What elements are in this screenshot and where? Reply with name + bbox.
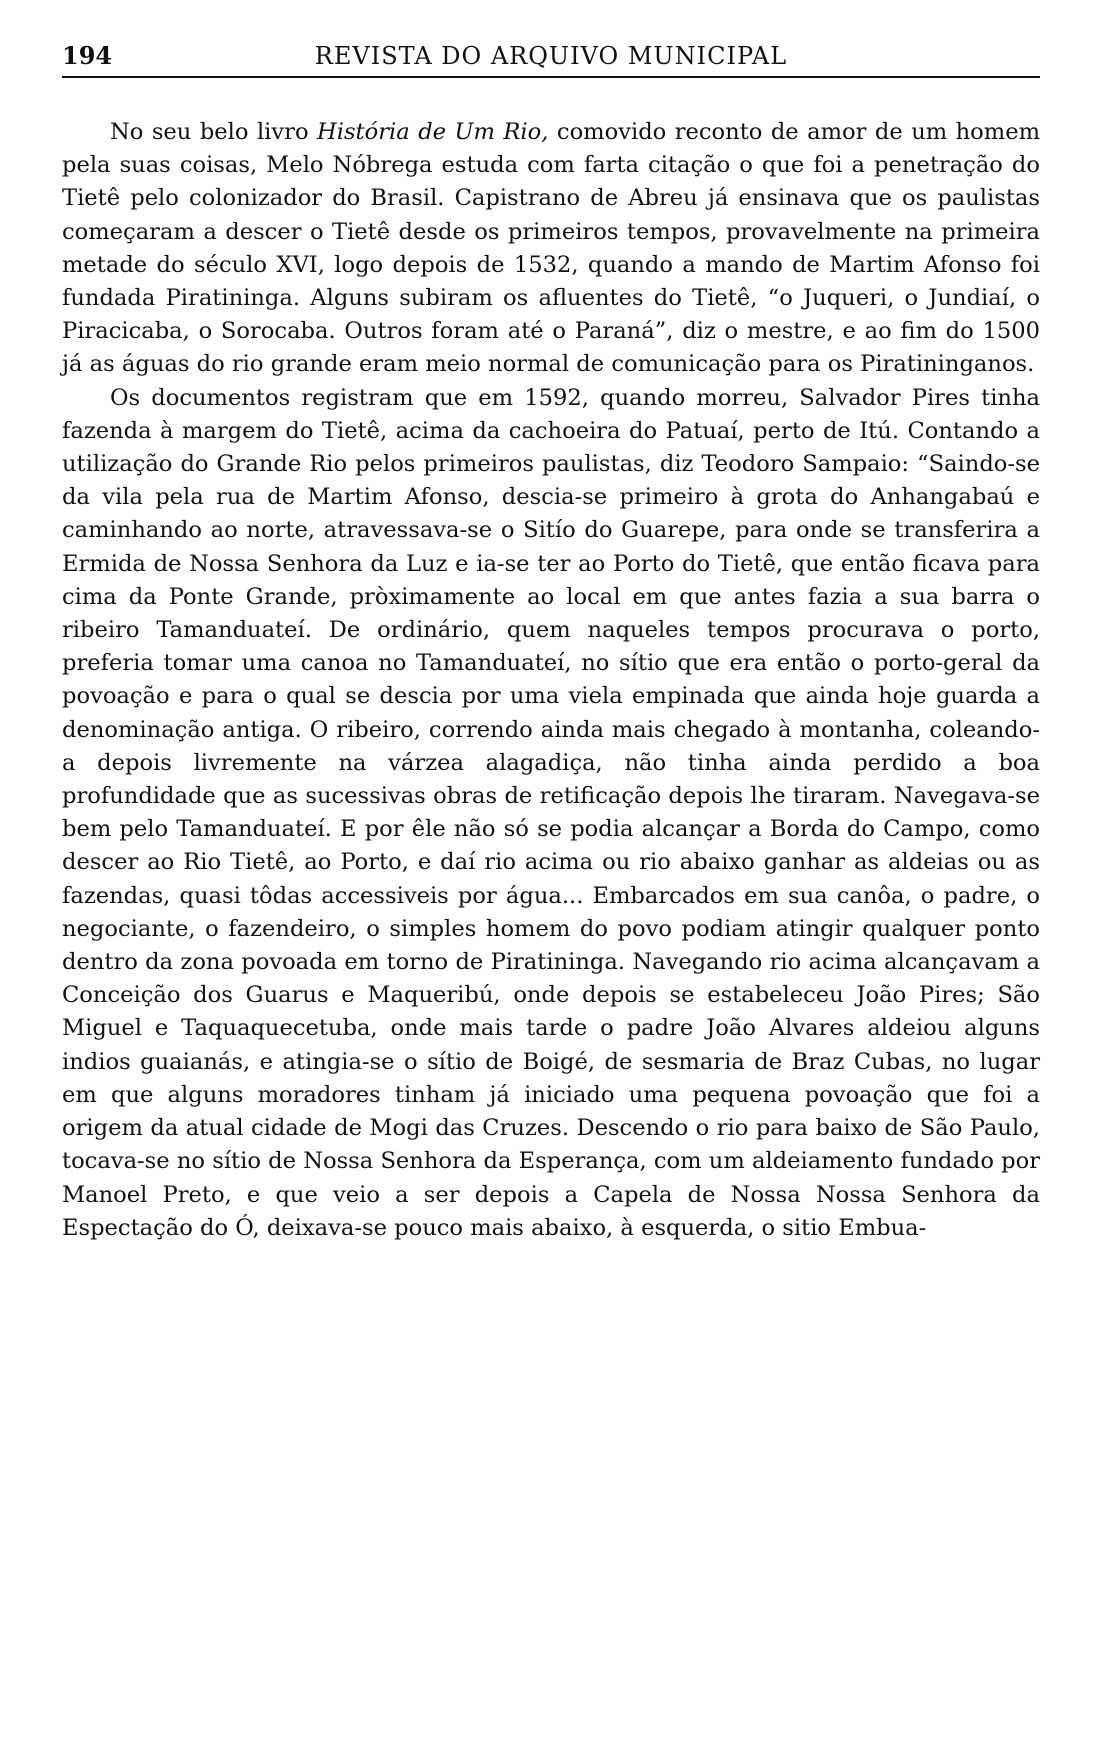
- running-header: [62, 40, 1040, 78]
- book-title: História de Um Rio,: [317, 119, 549, 145]
- paragraph-1-intro: No seu belo livro: [110, 119, 318, 145]
- paragraph-1: [62, 116, 1040, 382]
- page-number: 194: [62, 41, 113, 70]
- paragraph-2: Os documentos registram que em 1592, quando morreu, Salvador Pires tinha fazenda à margem do Tietê, acima da cachoeira do Patuaí, perto de Itú. Contando a utilização do Grande Rio pelos primeiros paulistas, diz Teodoro Sampaio: “Saindo-se da vila pela rua de Martim Afonso, descia-se primeiro à grota do Anhangabaú e caminhando ao norte, atravessava-se o Sitío do Guarepe, para onde se transferira a Ermida de Nossa Senhora da Luz e ia-se ter ao Porto do Tietê, que então ficava para cima da Ponte Grande, pròximamente ao local em que antes fazia a sua barra o ribeiro Tamanduateí. De ordinário, quem naqueles tempos procurava o porto, preferia tomar uma canoa no Tamanduateí, no sítio que era então o porto-geral da povoação e para o qual se descia por uma viela empinada que ainda hoje guarda a denominação antiga. O ribeiro, correndo ainda mais chegado à montanha, coleando-a depois livremente na várzea alagadiça, não tinha ainda perdido a boa profundidade que as sucessivas obras de retificação depois lhe tiraram. Navegava-se bem pelo Tamanduateí. E por êle não só se podia alcançar a Borda do Campo, como descer ao Rio Tietê, ao Porto, e daí rio acima ou rio abaixo ganhar as aldeias ou as fazendas, quasi tôdas accessiveis por água... Embarcados em sua canôa, o padre, o negociante, o fazendeiro, o simples homem do povo podiam atingir qualquer ponto dentro da zona povoada em torno de Piratininga. Navegando rio acima alcançavam a Conceição dos Guarus e Maqueribú, onde depois se estabeleceu João Pires; São Miguel e Taquaquecetuba, onde mais tarde o padre João Alvares aldeiou alguns indios guaianás, e atingia-se o sítio de Boigé, de sesmaria de Braz Cubas, no lugar em que alguns moradores tinham já iniciado uma pequena povoação que foi a origem da atual cidade de Mogi das Cruzes. Descendo o rio para baixo de São Paulo, tocava-se no sítio de Nossa Senhora da Esperança, com um aldeiamento fundado por Manoel Preto, e que veio a ser depois a Capela de Nossa Nossa Senhora da Espectação do Ó, deixava-se pouco mais abaixo, à esquerda, o sitio Embua-: [62, 384, 1040, 1241]
- article-body: [62, 116, 1040, 1245]
- paragraph-1-text: comovido reconto de amor de um homem pela suas coisas, Melo Nóbrega estuda com farta citação o que foi a penetração do Tietê pelo colonizador do Brasil. Capistrano de Abreu já ensinava que os paulistas começaram a descer o Tietê desde os primeiros tempos, provavelmente na primeira metade do século XVI, logo depois de 1532, quando a mando de Martim Afonso foi fundada Piratininga. Alguns subiram os afluentes do Tietê, “o Juqueri, o Jundiaí, o Piracicaba, o Sorocaba. Outros foram até o Paraná”, diz o mestre, e ao fim do 1500 já as águas do rio grande eram meio normal de comunicação para os Piratininganos.: [62, 119, 1041, 378]
- journal-title: REVISTA DO ARQUIVO MUNICIPAL: [314, 42, 788, 70]
- book-page: [62, 40, 1040, 1245]
